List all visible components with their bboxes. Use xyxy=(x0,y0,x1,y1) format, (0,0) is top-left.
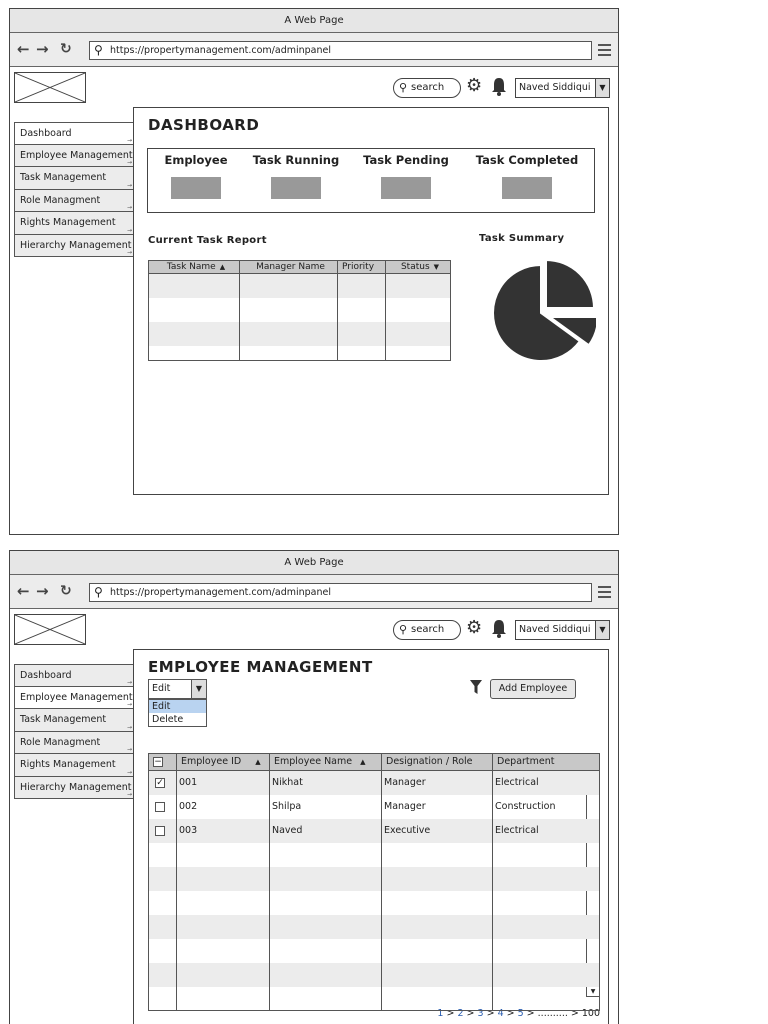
employee-table xyxy=(148,753,600,1011)
sidebar-item-label: Employee Management xyxy=(20,149,133,161)
select-all-checkbox-cell[interactable] xyxy=(149,754,177,771)
url-text: https://propertymanagement.com/adminpanel xyxy=(110,587,331,598)
page-link-5[interactable]: 5 xyxy=(517,1008,524,1019)
search-label: search xyxy=(411,82,445,93)
column-header-task-name[interactable]: Task Name ▲ xyxy=(149,261,240,274)
employee-id-cell: 002 xyxy=(179,801,198,812)
page-title: EMPLOYEE MANAGEMENT xyxy=(148,658,373,676)
row-checkbox[interactable] xyxy=(155,826,165,836)
table-row[interactable] xyxy=(149,843,600,867)
menu-item-edit[interactable]: Edit xyxy=(149,700,206,713)
logo-placeholder xyxy=(14,614,86,645)
column-header-designation[interactable]: Designation / Role xyxy=(382,754,493,771)
link-icon: → xyxy=(126,746,132,753)
sidebar-item-label: Dashboard xyxy=(20,128,72,139)
stat-value-placeholder xyxy=(171,177,221,199)
sidebar-item-task-management[interactable] xyxy=(14,167,134,190)
table-header-row xyxy=(149,261,451,274)
page-link-2[interactable]: 2 xyxy=(457,1008,464,1019)
sidebar-item-label: Hierarchy Management xyxy=(20,239,132,251)
department-cell: Electrical xyxy=(495,825,539,836)
employee-name-cell: Nikhat xyxy=(272,777,303,789)
page-ellipsis: .......... xyxy=(537,1008,568,1019)
employee-id-cell: 003 xyxy=(179,825,198,836)
bell-icon[interactable] xyxy=(490,619,508,639)
sidebar-item-dashboard[interactable] xyxy=(14,122,134,145)
user-name: Naved Siddiqui xyxy=(519,82,591,93)
bell-icon[interactable] xyxy=(490,77,508,97)
sidebar-item-label: Rights Management xyxy=(20,217,116,228)
table-row[interactable] xyxy=(149,987,600,1011)
menu-item-delete[interactable]: Delete xyxy=(152,714,184,725)
stat-task-pending xyxy=(362,151,450,199)
browser-navbar xyxy=(10,575,618,609)
designation-cell: Executive xyxy=(384,825,431,836)
filter-icon[interactable] xyxy=(470,680,482,694)
back-arrow-icon[interactable]: ← xyxy=(17,40,30,58)
menu-icon[interactable] xyxy=(598,586,611,598)
bulk-action-value: Edit xyxy=(152,683,171,694)
reload-icon[interactable]: ↻ xyxy=(60,583,72,599)
sidebar xyxy=(14,122,134,257)
url-text: https://propertymanagement.com/adminpanel xyxy=(110,45,331,56)
page-link-4[interactable]: 4 xyxy=(497,1008,504,1019)
link-icon: → xyxy=(126,204,132,211)
chevron-down-icon: ▼ xyxy=(191,680,206,698)
designation-cell: Manager xyxy=(384,777,426,789)
scroll-down-icon[interactable]: ▼ xyxy=(590,988,596,995)
chevron-down-icon: ▼ xyxy=(595,79,609,97)
user-dropdown[interactable] xyxy=(515,620,610,640)
department-cell: Construction xyxy=(495,801,556,812)
task-report-table xyxy=(148,260,451,361)
table-row[interactable] xyxy=(149,795,600,819)
menu-icon[interactable] xyxy=(598,44,611,56)
employee-name-cell: Shilpa xyxy=(272,801,302,812)
gear-icon[interactable]: ⚙ xyxy=(466,75,483,96)
stat-value-placeholder xyxy=(381,177,431,199)
table-row[interactable] xyxy=(149,346,451,361)
sidebar-item-label: Dashboard xyxy=(20,670,72,681)
sidebar-item-hierarchy-management[interactable] xyxy=(14,777,134,800)
search-box[interactable] xyxy=(393,78,461,98)
window-title: A Web Page xyxy=(10,9,618,33)
select-all-checkbox[interactable]: − xyxy=(154,756,162,767)
column-header-priority[interactable]: Priority xyxy=(338,261,386,274)
link-icon: → xyxy=(126,159,132,166)
search-icon: ⚲ xyxy=(399,81,408,94)
table-row[interactable] xyxy=(149,274,451,298)
summary-title: Task Summary xyxy=(479,233,565,244)
report-title: Current Task Report xyxy=(148,235,267,246)
sort-down-icon: ▼ xyxy=(433,263,440,271)
sidebar-item-task-management[interactable] xyxy=(14,709,134,732)
user-dropdown[interactable] xyxy=(515,78,610,98)
stat-label: Task Pending xyxy=(363,153,449,167)
sidebar-item-employee-management[interactable] xyxy=(14,687,134,710)
employee-name-cell: Naved xyxy=(272,825,303,836)
sidebar-item-label: Employee Management xyxy=(20,691,133,703)
table-row[interactable] xyxy=(149,963,600,987)
link-icon: → xyxy=(126,181,132,189)
user-name: Naved Siddiqui xyxy=(519,624,591,635)
link-icon: → xyxy=(126,678,132,686)
sidebar-item-role-managment[interactable] xyxy=(14,190,134,213)
sidebar-item-label: Hierarchy Management xyxy=(20,781,132,793)
table-row[interactable] xyxy=(149,322,451,346)
link-icon: → xyxy=(126,249,132,256)
reload-icon[interactable]: ↻ xyxy=(60,41,72,57)
bulk-action-select[interactable] xyxy=(148,679,207,699)
column-header-manager-name[interactable]: Manager Name xyxy=(240,261,338,274)
page-link-1[interactable]: 1 xyxy=(437,1008,444,1019)
table-header-row xyxy=(149,754,600,771)
row-checkbox[interactable]: ✓ xyxy=(156,777,164,788)
column-header-status[interactable]: Status ▼ xyxy=(386,261,451,274)
sidebar-item-label: Role Managment xyxy=(20,736,101,748)
sidebar-item-rights-management[interactable] xyxy=(14,754,134,777)
chevron-down-icon: ▼ xyxy=(595,621,609,639)
sort-up-icon: ▲ xyxy=(360,758,366,766)
search-box[interactable] xyxy=(393,620,461,640)
column-header-employee-id[interactable]: Employee ID ▲ xyxy=(177,754,270,771)
department-cell: Electrical xyxy=(495,777,539,789)
url-search-icon: ⚲ xyxy=(94,43,103,57)
sidebar xyxy=(14,664,134,799)
sidebar-item-hierarchy-management[interactable] xyxy=(14,235,134,258)
stat-value-placeholder xyxy=(271,177,321,199)
dashboard-panel xyxy=(133,107,609,495)
url-bar[interactable] xyxy=(89,41,592,60)
stat-employee xyxy=(158,151,234,199)
stat-label: Task Completed xyxy=(475,153,579,167)
search-icon: ⚲ xyxy=(399,623,408,636)
forward-arrow-icon[interactable]: → xyxy=(36,582,49,600)
task-summary-pie-chart xyxy=(486,258,596,368)
table-row[interactable] xyxy=(149,298,451,322)
stat-label: Task Running xyxy=(252,153,340,167)
window-title: A Web Page xyxy=(10,551,618,575)
designation-cell: Manager xyxy=(384,801,426,812)
gear-icon[interactable]: ⚙ xyxy=(466,617,483,638)
table-row[interactable] xyxy=(149,891,600,915)
page-link-last[interactable]: 100 xyxy=(581,1008,600,1019)
browser-navbar xyxy=(10,33,618,67)
url-search-icon: ⚲ xyxy=(94,585,103,599)
sidebar-item-label: Role Managment xyxy=(20,194,101,206)
logo-placeholder xyxy=(14,72,86,103)
sidebar-item-role-managment[interactable] xyxy=(14,732,134,755)
table-row[interactable] xyxy=(149,867,600,891)
table-row[interactable] xyxy=(149,915,600,939)
page-title: DASHBOARD xyxy=(148,116,260,134)
table-row[interactable] xyxy=(149,771,600,795)
sidebar-item-label: Rights Management xyxy=(20,759,116,770)
sidebar-item-rights-management[interactable] xyxy=(14,212,134,235)
search-label: search xyxy=(411,624,445,635)
back-arrow-icon[interactable]: ← xyxy=(17,582,30,600)
table-row[interactable] xyxy=(149,939,600,963)
stats-box xyxy=(147,148,595,213)
table-row[interactable] xyxy=(149,819,600,843)
column-header-employee-name[interactable]: Employee Name ▲ xyxy=(270,754,382,771)
column-header-department[interactable]: Department xyxy=(493,754,600,771)
pie-slice-1 xyxy=(546,260,594,308)
sidebar-item-employee-management[interactable] xyxy=(14,145,134,168)
add-employee-button[interactable]: Add Employee xyxy=(490,679,576,699)
sort-up-icon: ▲ xyxy=(255,758,261,766)
stat-value-placeholder xyxy=(502,177,552,199)
stat-task-completed xyxy=(474,151,580,199)
sort-up-icon: ▲ xyxy=(219,263,226,271)
link-icon: → xyxy=(126,791,132,798)
url-bar[interactable] xyxy=(89,583,592,602)
browser-window-dashboard xyxy=(9,8,619,535)
forward-arrow-icon[interactable]: → xyxy=(36,40,49,58)
link-icon: → xyxy=(126,226,132,234)
page-link-3[interactable]: 3 xyxy=(477,1008,484,1019)
row-checkbox[interactable] xyxy=(155,802,165,812)
link-icon: → xyxy=(126,701,132,708)
pagination: 1 > 2 > 3 > 4 > 5 > .......... > 100 xyxy=(437,1008,600,1019)
stat-label: Employee xyxy=(164,153,228,167)
link-icon: → xyxy=(126,136,132,144)
sidebar-item-label: Task Management xyxy=(20,172,107,183)
link-icon: → xyxy=(126,723,132,731)
link-icon: → xyxy=(126,768,132,776)
sidebar-item-dashboard[interactable] xyxy=(14,664,134,687)
sidebar-item-label: Task Management xyxy=(20,714,107,725)
stat-task-running xyxy=(252,151,340,199)
employee-id-cell: 001 xyxy=(179,777,198,789)
bulk-action-menu xyxy=(148,699,207,727)
